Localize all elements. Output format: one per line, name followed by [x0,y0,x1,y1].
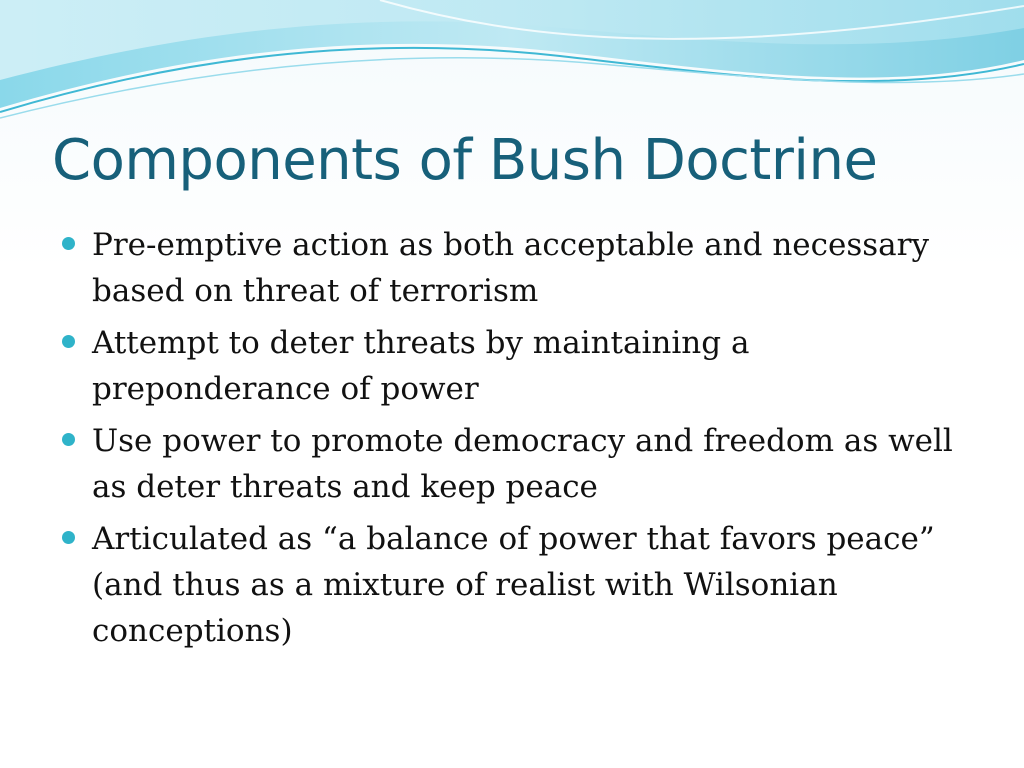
bullet-text: Attempt to deter threats by maintaining a preponderance of power [92,325,750,407]
bullet-item [62,516,962,654]
bullet-dot-icon [62,531,75,544]
bullet-item [62,222,962,314]
bullet-dot-icon [62,433,75,446]
bullet-dot-icon [62,237,75,250]
bullet-text: Articulated as “a balance of power that favors peace” (and thus as a mixture of realist with Wilsonian conceptions) [92,521,935,649]
bullet-list [62,222,962,660]
bullet-item [62,418,962,510]
bullet-text: Pre-emptive action as both acceptable and necessary based on threat of terrorism [92,227,929,309]
bullet-text: Use power to promote democracy and freedom as well as deter threats and keep peace [92,423,953,505]
bullet-dot-icon [62,335,75,348]
header-wave-decoration [0,0,1024,130]
slide-title: Components of Bush Doctrine [52,128,878,193]
bullet-item [62,320,962,412]
